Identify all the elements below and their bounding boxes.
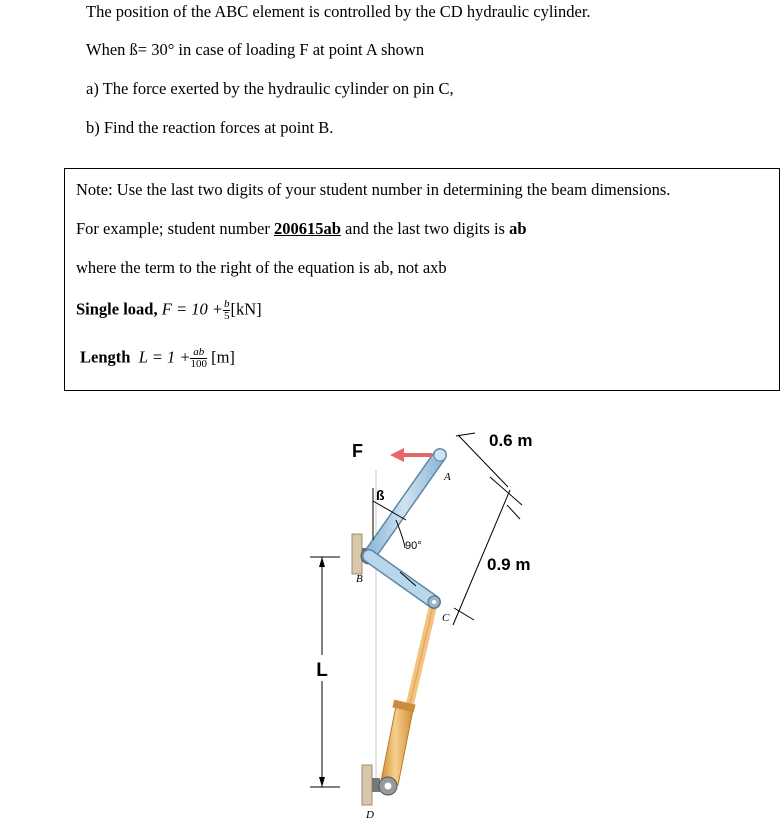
length-lhs: L = 1 + [138,347,191,367]
student-number: 200615ab [273,219,341,238]
load-frac-num: b [223,298,230,310]
length-unit: [m] [211,347,235,367]
cylinder-barrel [381,706,413,785]
load-lhs: F = 10 + [161,299,223,319]
load-unit: [kN] [230,299,262,319]
dim-top-label: 0.6 m [489,431,533,450]
force-arrow [390,448,432,462]
length-label: Length [80,347,131,367]
note-line-1: Note: Use the last two digits of your student number in determining the beam dimensions. [76,180,671,199]
length-dimension [310,557,340,787]
problem-line-b: b) Find the reaction forces at point B. [86,118,334,137]
dimension-lines [453,433,522,625]
hydraulic-cylinder [381,602,434,785]
member-abc [369,449,446,608]
beta-label: ß [376,487,385,503]
problem-line-2: When ß= 30° in case of loading F at point A shown [86,40,425,59]
point-b-label: B [356,573,363,585]
point-c-label: C [442,612,450,624]
angle-label: 90° [405,540,422,552]
length-frac-num: ab [190,347,207,359]
force-label: F [352,441,363,461]
load-label: Single load, [76,299,158,319]
note-line-3: where the term to the right of the equation is ab, not axb [76,258,447,277]
note-example-prefix: For example; student number [76,219,274,238]
right-angle-arc [396,520,405,548]
problem-line-a: a) The force exerted by the hydraulic cylinder on pin C, [86,79,454,98]
pin-a [434,449,446,461]
point-a-label: A [444,471,451,483]
length-frac-den: 100 [190,358,207,370]
dim-length-label: L [316,660,328,681]
problem-line-1: The position of the ABC element is controlled by the CD hydraulic cylinder. [86,2,591,21]
note-example-mid: and the last two digits is [340,219,510,238]
load-frac-den: 5 [223,310,230,322]
point-d-label: D [366,809,374,821]
last-two-digits: ab [509,219,527,238]
piston-rod-edge [408,602,434,712]
dim-mid-label: 0.9 m [487,555,531,574]
